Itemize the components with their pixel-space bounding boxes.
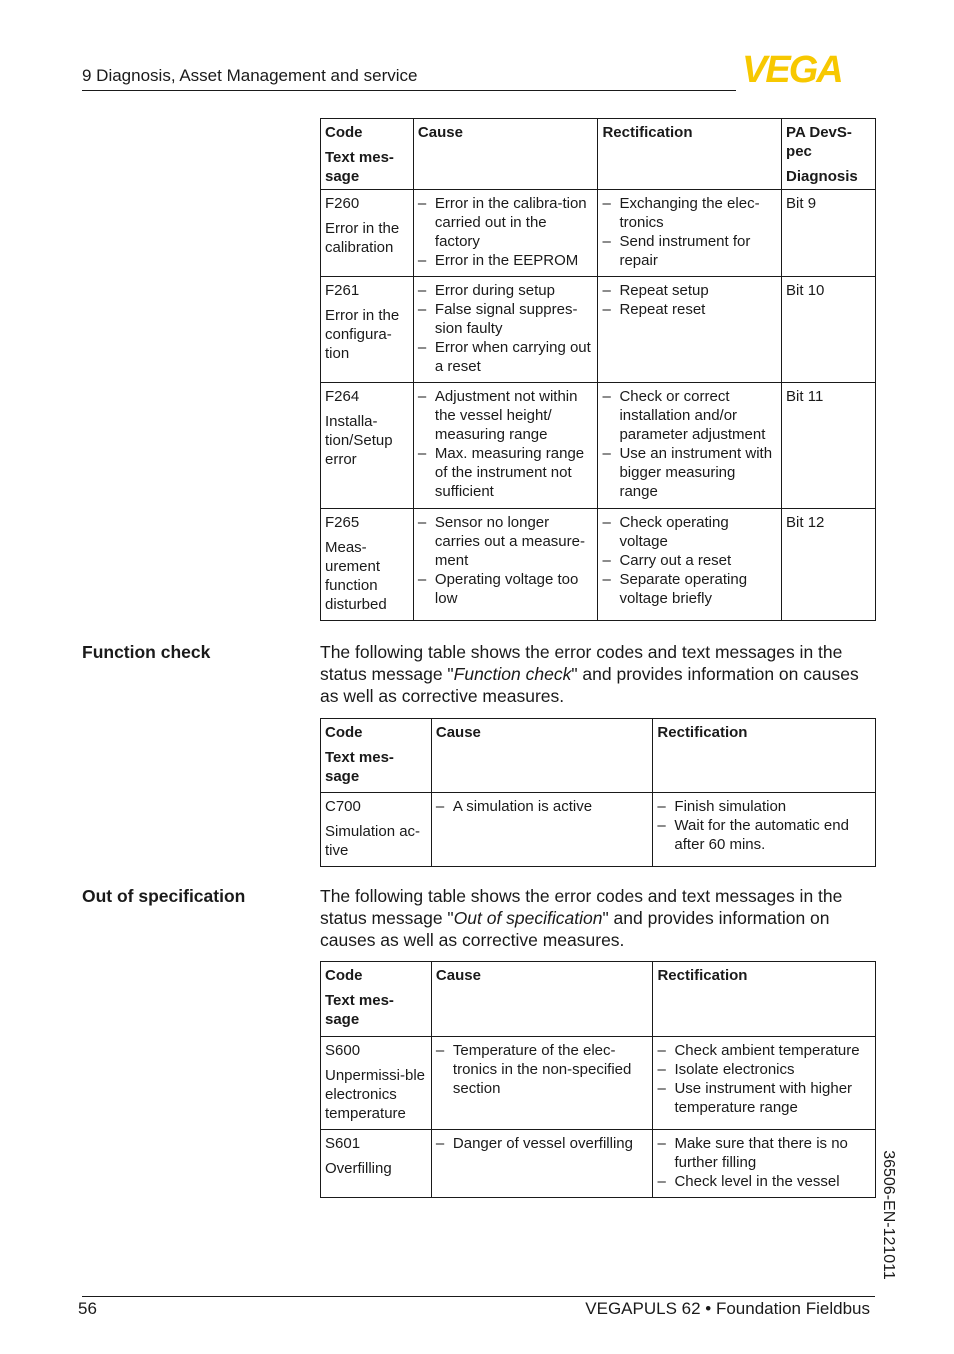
code-cell: F265 Meas-urement function disturbed <box>321 509 414 621</box>
list-item: – Repeat setup <box>602 281 777 300</box>
diagnosis-cell: Bit 9 <box>782 190 876 277</box>
list-item: – Operating voltage too low <box>418 570 594 608</box>
header-code: Code Text mes-sage <box>321 119 414 190</box>
list-item: – Error in the calibra-tion carried out in the factory <box>418 194 594 251</box>
list-item: – A simulation is active <box>436 797 649 816</box>
list-item: – Make sure that there is no further filling <box>657 1134 871 1172</box>
diagnosis-cell: Bit 12 <box>782 509 876 621</box>
footer-divider <box>82 1296 875 1297</box>
list-item: – Check level in the vessel <box>657 1172 871 1191</box>
code-cell: F261 Error in the configura-tion <box>321 277 414 383</box>
out-of-spec-intro: The following table shows the error codes and text messages in the status message "Out of specification" and provides information on causes as well as corrective measures. <box>320 886 843 950</box>
diagnosis-table <box>320 118 876 621</box>
rectification-cell <box>598 277 782 383</box>
diagnosis-cell: Bit 10 <box>782 277 876 383</box>
function-check-intro: The following table shows the error codes and text messages in the status message "Function check" and provides information on causes as well as corrective measures. <box>320 642 859 706</box>
table-row <box>321 190 876 277</box>
cause-cell <box>413 509 598 621</box>
diagnosis-cell: Bit 11 <box>782 383 876 509</box>
code-cell: F264 Installa-tion/Setup error <box>321 383 414 509</box>
header-rectification: Rectification <box>598 119 782 190</box>
table-row <box>321 383 876 509</box>
header-cause: Cause <box>413 119 598 190</box>
list-item: – Danger of vessel overfilling <box>436 1134 649 1153</box>
list-item: – Isolate electronics <box>657 1060 871 1079</box>
list-item: – Max. measuring range of the instrument not sufficient <box>418 444 594 501</box>
header-rectification: Rectification <box>653 719 876 793</box>
function-check-heading: Function check <box>82 642 211 662</box>
list-item: – False signal suppres-sion faulty <box>418 300 594 338</box>
list-item: – Carry out a reset <box>602 551 777 570</box>
list-item: – Error in the EEPROM <box>418 251 594 270</box>
list-item: – Repeat reset <box>602 300 777 319</box>
vega-logo <box>742 50 874 84</box>
list-item: – Send instrument for repair <box>602 232 777 270</box>
cause-cell <box>413 277 598 383</box>
list-item: – Error when carrying out a reset <box>418 338 594 376</box>
table-row <box>321 793 876 867</box>
list-item: – Wait for the automatic end after 60 mins. <box>657 816 871 854</box>
list-item: – Check operating voltage <box>602 513 777 551</box>
code-cell: S601 Overfilling <box>321 1130 432 1198</box>
function-check-table <box>320 718 876 867</box>
document-code: 36506-EN-121011 <box>880 1150 897 1280</box>
list-item: – Exchanging the elec-tronics <box>602 194 777 232</box>
header-code: Code Text mes-sage <box>321 962 432 1037</box>
code-cell: F260 Error in the calibration <box>321 190 414 277</box>
table-header-row <box>321 962 876 1037</box>
table-row <box>321 509 876 621</box>
table-row <box>321 1037 876 1130</box>
table-row <box>321 277 876 383</box>
list-item: – Adjustment not within the vessel height/ measuring range <box>418 387 594 444</box>
list-item: – Error during setup <box>418 281 594 300</box>
cause-cell <box>413 383 598 509</box>
rectification-cell <box>653 1130 876 1198</box>
rectification-cell <box>653 1037 876 1130</box>
list-item: – Use instrument with higher temperature range <box>657 1079 871 1117</box>
cause-cell <box>431 1130 653 1198</box>
rectification-cell <box>598 190 782 277</box>
header-divider <box>82 90 736 91</box>
out-of-spec-heading: Out of specification <box>82 886 246 906</box>
list-item: – Check or correct installation and/or parameter adjustment <box>602 387 777 444</box>
cause-cell <box>431 793 653 867</box>
rectification-cell <box>598 383 782 509</box>
rectification-cell <box>653 793 876 867</box>
section-title: 9 Diagnosis, Asset Management and service <box>82 66 418 85</box>
list-item: – Use an instrument with bigger measuring range <box>602 444 777 501</box>
header-cause: Cause <box>431 962 653 1037</box>
cause-cell <box>431 1037 653 1130</box>
code-cell: S600 Unpermissi-ble electronics temperature <box>321 1037 432 1130</box>
list-item: – Separate operating voltage briefly <box>602 570 777 608</box>
out-of-spec-table <box>320 961 876 1198</box>
header-rectification: Rectification <box>653 962 876 1037</box>
list-item: – Check ambient temperature <box>657 1041 871 1060</box>
code-cell: C700 Simulation ac-tive <box>321 793 432 867</box>
list-item: – Temperature of the elec-tronics in the non-specified section <box>436 1041 649 1098</box>
header-code: Code Text mes-sage <box>321 719 432 793</box>
table-header-row <box>321 719 876 793</box>
list-item: – Finish simulation <box>657 797 871 816</box>
table-row <box>321 1130 876 1198</box>
header-cause: Cause <box>431 719 653 793</box>
rectification-cell <box>598 509 782 621</box>
list-item: – Sensor no longer carries out a measure-ment <box>418 513 594 570</box>
product-name: VEGAPULS 62 • Foundation Fieldbus <box>585 1299 870 1318</box>
header-pa-devspec: PA DevS-pec Diagnosis <box>782 119 876 190</box>
cause-cell <box>413 190 598 277</box>
logo-text: VEGA <box>742 50 842 84</box>
table-header-row <box>321 119 876 190</box>
page-number: 56 <box>78 1299 97 1318</box>
